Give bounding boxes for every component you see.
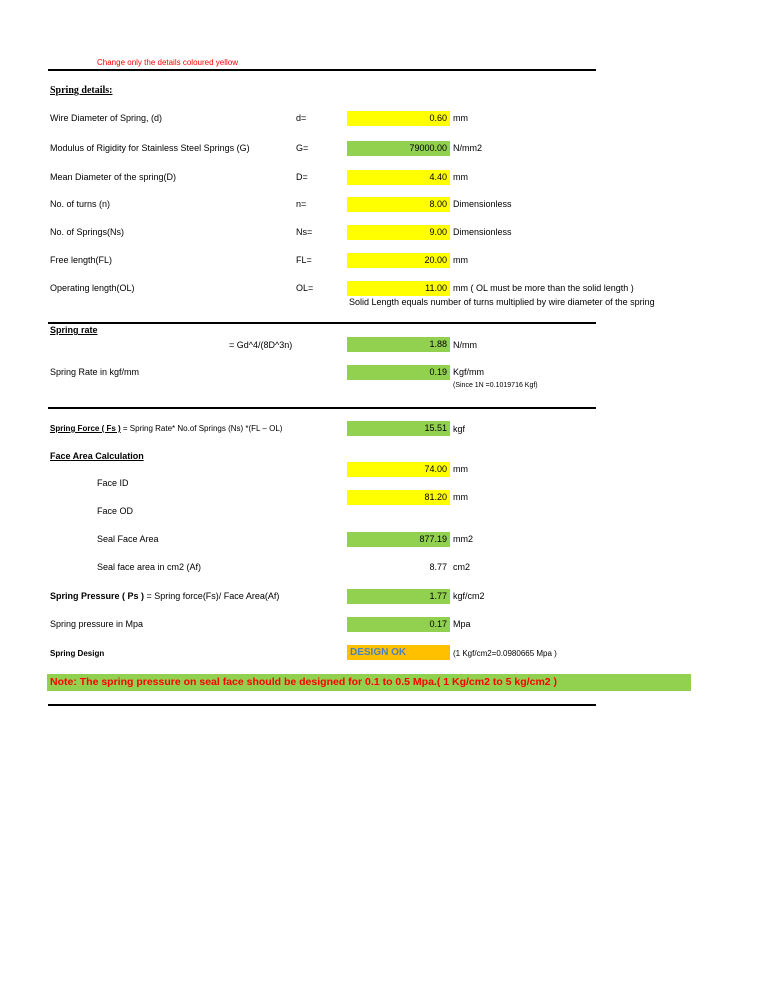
spring-pressure-mpa-label: Spring pressure in Mpa [50,619,144,629]
modulus-unit: N/mm2 [453,143,482,153]
spring-pressure-mpa-value: 0.17 [347,617,450,632]
design-status-badge: DESIGN OK [347,645,450,660]
spring-pressure-formula: = Spring force(Fs)/ Face Area(Af) [144,591,280,601]
face-area-heading: Face Area Calculation [50,451,144,461]
face-od-unit: mm [453,492,468,502]
spring-force-value: 15.51 [347,421,450,436]
spring-pressure-title: Spring Pressure ( Ps ) [50,591,145,601]
mean-diameter-symbol: D= [296,172,308,182]
mean-diameter-unit: mm [453,172,468,182]
spring-rate-kgf-label: Spring Rate in kgf/mm [50,367,140,377]
spring-pressure-value: 1.77 [347,589,450,604]
spring-pressure-unit: kgf/cm2 [453,591,485,601]
divider [48,69,596,71]
num-springs-label: No. of Springs(Ns) [50,227,125,237]
seal-face-area-unit: mm2 [453,534,473,544]
face-id-label: Face ID [97,478,129,488]
wire-diameter-input[interactable]: 0.60 [347,111,450,126]
spring-force-unit: kgf [453,424,466,434]
free-length-unit: mm [453,255,468,265]
spring-rate-formula: = Gd^4/(8D^3n) [229,340,293,350]
seal-face-cm2-unit: cm2 [453,562,471,572]
instruction-note: Change only the details coloured yellow [97,58,238,67]
operating-length-unit: mm ( OL must be more than the solid length ) [453,283,634,293]
modulus-symbol: G= [296,143,309,153]
spring-rate-unit: N/mm [453,340,477,350]
spring-force-label [50,424,282,433]
spring-rate-kgf-unit: Kgf/mm [453,367,485,377]
seal-face-area-value: 877.19 [347,532,450,547]
num-springs-unit: Dimensionless [453,227,512,237]
operating-length-symbol: OL= [296,283,314,293]
spring-rate-heading: Spring rate [50,325,98,335]
num-springs-symbol: Ns= [296,227,313,237]
free-length-symbol: FL= [296,255,312,265]
free-length-label: Free length(FL) [50,255,113,265]
spring-details-heading: Spring details: [50,85,113,96]
turns-input[interactable]: 8.00 [347,197,450,212]
wire-diameter-label: Wire Diameter of Spring, (d) [50,113,163,123]
turns-unit: Dimensionless [453,199,512,209]
turns-symbol: n= [296,199,307,209]
mean-diameter-input[interactable]: 4.40 [347,170,450,185]
spring-pressure-mpa-unit: Mpa [453,619,471,629]
spring-design-label: Spring Design [50,649,105,658]
face-od-input[interactable]: 81.20 [347,490,450,505]
seal-face-cm2-value: 8.77 [429,562,447,572]
spring-rate-kgf-value: 0.19 [347,365,450,380]
spring-force-title: Spring Force ( Fs ) [50,424,121,433]
operating-length-label: Operating length(OL) [50,283,135,293]
solid-length-note: Solid Length equals number of turns multiplied by wire diameter of the spring [349,297,655,307]
divider [48,407,596,409]
num-springs-input[interactable]: 9.00 [347,225,450,240]
turns-label: No. of turns (n) [50,199,111,209]
wire-diameter-unit: mm [453,113,468,123]
divider [48,704,596,706]
pressure-conversion-note: (1 Kgf/cm2=0.0980665 Mpa ) [453,649,557,658]
newton-conversion-note: (Since 1N =0.1019716 Kgf) [453,382,538,389]
operating-length-input[interactable]: 11.00 [347,281,450,296]
design-guideline-note: Note: The spring pressure on seal face should be designed for 0.1 to 0.5 Mpa.( 1 Kg/cm2 to 5 kg/cm2 ) [47,674,691,691]
face-id-input[interactable]: 74.00 [347,462,450,477]
modulus-value: 79000.00 [347,141,450,156]
seal-face-cm2-label: Seal face area in cm2 (Af) [97,562,202,572]
modulus-label: Modulus of Rigidity for Stainless Steel Springs (G) [50,143,250,153]
spring-rate-value: 1.88 [347,337,450,352]
face-id-unit: mm [453,464,468,474]
wire-diameter-symbol: d= [296,113,307,123]
free-length-input[interactable]: 20.00 [347,253,450,268]
spring-force-formula: = Spring Rate* No.of Springs (Ns) *(FL – OL) [120,424,283,433]
seal-face-area-label: Seal Face Area [97,534,159,544]
divider [48,322,596,324]
mean-diameter-label: Mean Diameter of the spring(D) [50,172,177,182]
face-od-label: Face OD [97,506,134,516]
spring-pressure-label [50,591,279,601]
